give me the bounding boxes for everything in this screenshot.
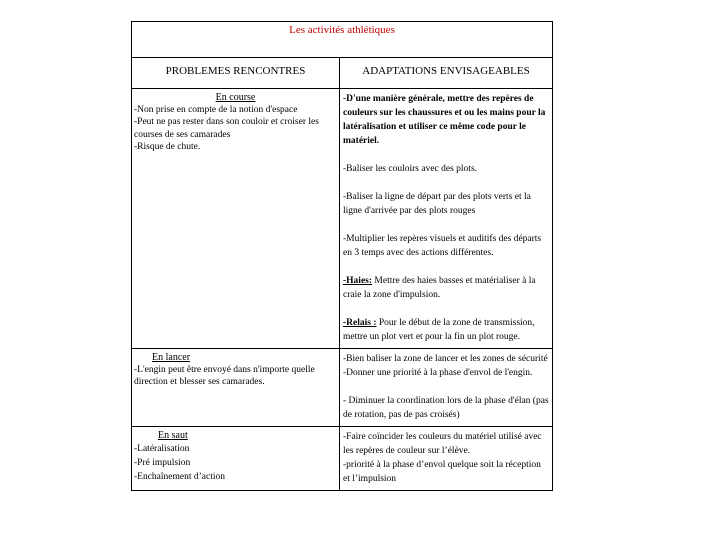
course-adaptation: -Baliser les couloirs avec des plots. xyxy=(343,164,478,174)
saut-adaptation: -Faire coïncider les couleurs du matériel utilisé avec les repères de couleur sur l’élève. xyxy=(343,432,542,456)
header-row xyxy=(131,58,553,88)
relais-label: -Relais : xyxy=(343,318,377,328)
lancer-adaptation: -Bien baliser la zone de lancer et les zones de sécurité -Donner une priorité à la phase d'envol de l'engin. xyxy=(343,354,548,378)
saut-problem: -Pré impulsion xyxy=(134,458,191,468)
saut-problem: -Latéralisation xyxy=(134,444,190,454)
relais-adaptation xyxy=(343,316,549,344)
haies-label: -Haies: xyxy=(343,276,373,286)
lancer-problems-cell xyxy=(132,349,340,426)
course-problem: -Non prise en compte de la notion d'espace xyxy=(134,105,298,115)
haies-adaptation xyxy=(343,274,549,302)
lancer-adaptations-cell xyxy=(340,349,552,426)
course-adaptations-cell xyxy=(340,89,552,348)
lancer-title: En lancer xyxy=(152,352,191,363)
course-title: En course xyxy=(215,92,256,103)
haies-text: Mettre des haies basses et matérialiser à la craie la zone d'impulsion. xyxy=(343,276,536,300)
header-adaptations: ADAPTATIONS ENVISAGEABLES xyxy=(362,65,530,77)
course-intro: -D'une manière générale, mettre des repères de couleurs sur les chaussures et ou les mains pour la latéralisation et utiliser ce même code pour le matériel. xyxy=(343,94,546,146)
saut-problems-cell xyxy=(132,427,340,490)
table-title: Les activités athlétiques xyxy=(131,21,553,58)
course-adaptation: -Baliser la ligne de départ par des plots verts et la ligne d'arrivée par des plots rouges xyxy=(343,192,531,216)
row-lancer xyxy=(131,349,553,427)
row-course xyxy=(131,88,553,349)
lancer-adaptation: - Diminuer la coordination lors de la phase d'élan (pas de rotation, pas de pas croisés) xyxy=(343,396,549,420)
course-adaptation: -Multiplier les repères visuels et auditifs des départs en 3 temps avec des actions différentes. xyxy=(343,234,542,258)
course-problem: -Peut ne pas rester dans son couloir et croiser les courses de ses camarades xyxy=(134,117,319,140)
lancer-problem: -L'engin peut être envoyé dans n'importe quelle direction et blesser ses camarades. xyxy=(134,365,315,388)
saut-title: En saut xyxy=(158,430,188,441)
course-problems-cell xyxy=(132,89,340,348)
saut-problem: -Enchaînement d’action xyxy=(134,472,226,482)
row-saut xyxy=(131,427,553,491)
course-problem: -Risque de chute. xyxy=(134,142,201,153)
relais-text: Pour le début de la zone de transmission, mettre un plot vert et pour la fin un plot rouge. xyxy=(343,318,535,342)
saut-adaptations-cell xyxy=(340,427,552,490)
saut-adaptation: -priorité à la phase d’envol quelque soit la réception et l’impulsion xyxy=(343,460,541,484)
activities-table xyxy=(131,21,553,491)
header-problems: PROBLEMES RENCONTRES xyxy=(132,58,340,88)
